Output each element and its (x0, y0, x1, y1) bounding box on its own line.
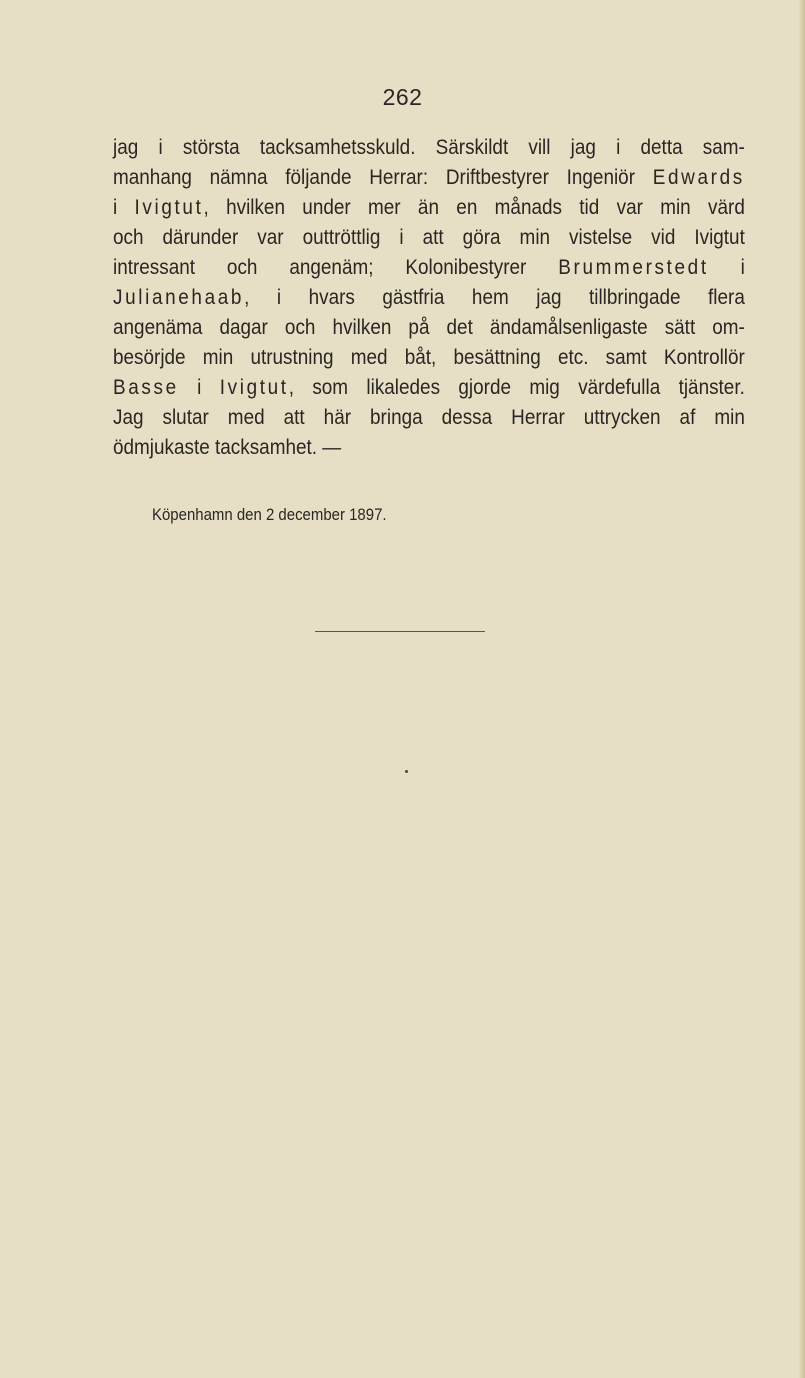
text-line-4: och därunder var outtröttlig i att göra min vistelse vid Ivigtut (113, 225, 745, 249)
page-edge (799, 0, 805, 1378)
dateline: Köpenhamn den 2 december 1897. (152, 505, 387, 524)
text-line-9: Basse i Ivigtut, som likaledes gjorde mig värdefulla tjänster. (113, 375, 745, 399)
text-line-11: ödmjukaste tacksamhet. — (113, 435, 342, 459)
text-line-8: besörjde min utrustning med båt, besättning etc. samt Kontrollör (113, 345, 745, 369)
place-ivigtut: Ivigtut (134, 195, 204, 219)
text-line-5: intressant och angenäm; Kolonibestyrer Brummerstedt i (113, 255, 745, 279)
page-number: 262 (382, 84, 423, 110)
text-line-1: jag i största tacksamhetsskuld. Särskildt vill jag i detta sam- (113, 135, 745, 159)
name-basse: Basse (113, 375, 179, 399)
place-ivigtut: Ivigtut (219, 375, 289, 399)
place-julianehaab: Julianehaab (113, 285, 245, 309)
print-speck (405, 770, 408, 773)
text-line-6: Julianehaab, i hvars gästfria hem jag tillbringade flera (113, 285, 745, 309)
end-rule (315, 631, 485, 632)
text-line-10: Jag slutar med att här bringa dessa Herrar uttrycken af min (113, 405, 745, 429)
name-brummerstedt: Brummerstedt (558, 255, 709, 279)
text-line-3: i Ivigtut, hvilken under mer än en månads tid var min värd (113, 195, 745, 219)
text-line-2: manhang nämna följande Herrar: Driftbestyrer Ingeniör Edwards (113, 165, 745, 189)
name-edwards: Edwards (652, 165, 745, 189)
text-line-7: angenäma dagar och hvilken på det ändamålsenligaste sätt om- (113, 315, 745, 339)
body-text (113, 132, 745, 462)
